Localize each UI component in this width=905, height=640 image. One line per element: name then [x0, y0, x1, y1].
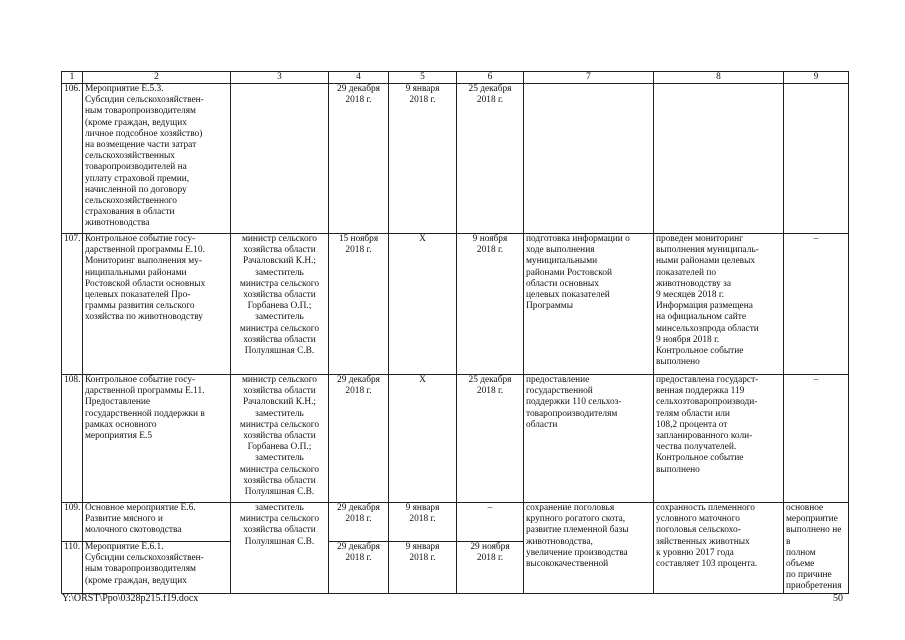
header-cell: 3 — [231, 72, 329, 84]
responsible: министр сельского хозяйства области Рачаловский К.Н.; заместитель министра сельского хозяйства области Горбанева О.П.; заместитель министра сельского хозяйства области Полуляшная С.В. — [231, 234, 329, 375]
event-name: Мероприятие Е.6.1. Субсидии сельскохозяйствен- ным товаропроизводителям (кроме граждан, ведущих — [83, 542, 231, 594]
event-name: Основное мероприятие Е.6. Развитие мясного и молочного скотоводства — [83, 503, 231, 542]
start-date: 9 января 2018 г. — [389, 542, 457, 594]
header-cell: 6 — [457, 72, 524, 84]
event-name: Мероприятие Е.5.3. Субсидии сельскохозяйствен- ным товаропроизводителям (кроме граждан, ведущих личное подсобное хозяйство) на возмещение части затрат сельскохозяйственных товаропроизводителей на уплату страховой премии, начисленной по договору сельскохозяйственного страхования в области животноводства — [83, 84, 231, 234]
header-cell: 8 — [654, 72, 784, 84]
reasons: – — [784, 234, 849, 375]
event-name: Контрольное событие госу- дарственной программы Е.10. Мониторинг выполнения му- ниципальными районами Ростовской области основных целевых показателей Про- граммы развития сельского хозяйства по животноводству — [83, 234, 231, 375]
row-number: 107. — [62, 234, 83, 375]
planned-result: предоставление государственной поддержки 110 сельхоз- товаропроизводителям области — [524, 375, 654, 503]
actual-result: сохранность племенного условного маточного поголовья сельскохо- зяйственных животных к уровню 2017 года составляет 103 процента. — [654, 503, 784, 594]
header-cell: 7 — [524, 72, 654, 84]
responsible: заместитель министра сельского хозяйства области Полуляшная С.В. — [231, 503, 329, 594]
header-cell: 4 — [329, 72, 389, 84]
start-date: X — [389, 234, 457, 375]
table-row — [62, 234, 849, 375]
planned-result — [524, 84, 654, 234]
reasons: основное мероприятие выполнено не в полном объеме по причине приобретения — [784, 503, 849, 594]
planned-date: 29 декабря 2018 г. — [329, 375, 389, 503]
header-row — [62, 72, 849, 84]
planned-result: подготовка информации о ходе выполнения муниципальными районами Ростовской области основных целевых показателей Программы — [524, 234, 654, 375]
actual-result — [654, 84, 784, 234]
reasons: – — [784, 375, 849, 503]
table-row — [62, 503, 849, 542]
planned-result: сохранение поголовья крупного рогатого скота, развитие племенной базы животноводства, увеличение производства высококачественной — [524, 503, 654, 594]
responsible: министр сельского хозяйства области Рачаловский К.Н.; заместитель министра сельского хозяйства области Горбанева О.П.; заместитель министра сельского хозяйства области Полуляшная С.В. — [231, 375, 329, 503]
header-cell: 5 — [389, 72, 457, 84]
table-row — [62, 375, 849, 503]
row-number: 108. — [62, 375, 83, 503]
header-cell: 1 — [62, 72, 83, 84]
responsible — [231, 84, 329, 234]
planned-date: 29 декабря 2018 г. — [329, 84, 389, 234]
row-number: 109. — [62, 503, 83, 542]
event-name: Контрольное событие госу- дарственной программы Е.11. Предоставление государственной поддержки в рамках основного мероприятия Е.5 — [83, 375, 231, 503]
header-cell: 9 — [784, 72, 849, 84]
end-date: 25 декабря 2018 г. — [457, 375, 524, 503]
start-date: 9 января 2018 г. — [389, 503, 457, 542]
planned-date: 29 декабря 2018 г. — [329, 503, 389, 542]
table-row — [62, 84, 849, 234]
actual-result: предоставлена государст- венная поддержка 119 сельхозтоваропроизводи- телям области или 108,2 процента от запланированного коли- чества получателей. Контрольное событие выполнено — [654, 375, 784, 503]
start-date: 9 января 2018 г. — [389, 84, 457, 234]
report-table — [61, 71, 849, 594]
header-cell: 2 — [83, 72, 231, 84]
end-date: – — [457, 503, 524, 542]
row-number: 110. — [62, 542, 83, 594]
start-date: X — [389, 375, 457, 503]
end-date: 29 ноября 2018 г. — [457, 542, 524, 594]
row-number: 106. — [62, 84, 83, 234]
page-number: 50 — [833, 593, 843, 604]
end-date: 9 ноября 2018 г. — [457, 234, 524, 375]
reasons — [784, 84, 849, 234]
file-path: Y:\ORST\Ppo\0328p215.f19.docx — [62, 593, 199, 604]
end-date: 25 декабря 2018 г. — [457, 84, 524, 234]
planned-date: 15 ноября 2018 г. — [329, 234, 389, 375]
actual-result: проведен мониторинг выполнения муниципаль- ными районами целевых показателей по животноводству за 9 месяцев 2018 г. Информация размещена на официальном сайте минсельхозпрода области 9 ноября 2018 г. Контрольное событие выполнено — [654, 234, 784, 375]
planned-date: 29 декабря 2018 г. — [329, 542, 389, 594]
